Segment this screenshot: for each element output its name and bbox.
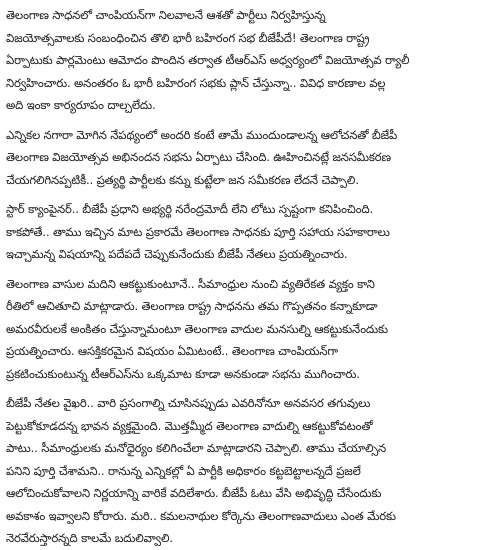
text-line: తెలంగాణ విజయోత్సవ అభినందన సభను ఏర్పాటు చేసింది. ఊహించినట్లే జనసమీకరణ <box>6 150 391 164</box>
text-line: రీతిలో ఆచితూచి మాట్లాడారు. తెలంగాణ రాష్ట్ర సాధనను తమ గొప్పతనం కన్నాకూడా <box>6 299 378 313</box>
text-line: ప్రయత్నించారు. ఆసక్తికరమైన విషయం ఏమిటంటే.. తెలంగాణ చాంపియన్‌గా <box>6 344 338 358</box>
text-line: ఇచ్చామన్న విషయాన్ని పదేపదే చెప్పుకునేందుకు బీజేపీ నేతలు ప్రయత్నించారు. <box>6 247 348 261</box>
text-line: ఆలోచించుకోవాలని నిర్ణయాన్ని వారికే వదిలేశారు. బీజేపీ ఓటు వేసి అభివృద్ధి చేసేందుకు <box>6 486 382 500</box>
text-line: నిర్వహించారు. అనంతరం ఓ భారీ బహిరంగ సభకు ప్లాన్ చేస్తున్నా.. వివిధ కారణాల వల్ల <box>6 75 386 90</box>
paragraph-5 <box>6 392 475 550</box>
paragraph-4 <box>6 273 475 386</box>
text-line: తెలంగాణ సాధనలో చాంపియన్‌గా నిలవాలనే ఆశతో పార్టీలు నిర్వహిస్తున్న <box>6 8 326 22</box>
paragraph-1 <box>6 4 475 117</box>
text-line: స్టార్ క్యాంపైనర్.. బీజేపీ ప్రధాని అభ్యర్థి నరేంద్రమోదీ లేని లోటు స్పష్టంగా కనిపించింది. <box>6 202 374 216</box>
text-line: ఏర్పాటుకు పార్లమెంటు ఆమోదం పొందిన తర్వాత టీఆర్ఎస్ అధ్వర్యంలో విజయోత్సవ ర్యాలీ <box>6 53 410 67</box>
text-line: అమరవీరులకే అంకితం చేస్తున్నామంటూ తెలంగాణ వాదుల మనసుల్ని ఆకట్టుకునేందుకు <box>6 321 388 336</box>
text-line: పనిని పూర్తి చేశామని.. రానున్న ఎన్నికల్లో ఏ పార్టీకి అధికారం కట్టబెట్టాలన్నదే ప్రజలే <box>6 463 361 478</box>
text-line: కాకపోతే.. తాము ఇచ్చిన మాట ప్రకారమే తెలంగాణ సాధనకు పూర్తి సహాయ సహకారాలు <box>6 224 390 239</box>
text-line: పెట్టుకోకూడదన్న భావన వ్యక్తమైంది. మొత్తమ్మీద తెలంగాణ వాదుల్ని ఆకట్టుకోవటంతో <box>6 418 373 433</box>
paragraph-3 <box>6 198 475 266</box>
text-line: ఎన్నికల నగారా మోగిన నేపథ్యంలో అందరి కంటే తామే ముందుండాలన్న ఆలోచనతో బీజేపీ <box>6 127 398 142</box>
text-line: ప్రకటించుకుంటున్న టీఆర్ఎస్‌ను ఒక్కమాట కూడా అనకుండా సభను ముగించారు. <box>6 366 360 381</box>
text-line: తెలంగాణ వాసుల మదిని ఆకట్టుకుంటూనే.. సీమాంధ్రుల నుంచి వ్యతిరేకత వ్యక్తం కాని <box>6 276 375 291</box>
paragraph-2 <box>6 124 475 192</box>
text-line: నెరవేరుస్తారన్నది కాలమే బదులివ్వాలి. <box>6 531 173 545</box>
text-line: అవకాశం ఇవ్వాలని కోరారు. మరి.. కమలనాథుల కోర్కెను తెలంగాణవాదులు ఎంత మేరకు <box>6 508 396 523</box>
text-line: విజయోత్సవాలకు సంబంధించిన తొలి భారీ బహిరంగ సభ బీజేపీదే! తెలంగాణ రాష్ట్ర <box>6 30 370 45</box>
text-line: బీజేపీ నేతల వైఖరి.. వారి ప్రసంగాల్ని చూసినప్పుడు ఎవరినోనూ అనవసర తగువులు <box>6 396 371 410</box>
text-line: అది ఇంకా కార్యరూపం దాల్చలేదు. <box>6 98 156 112</box>
text-line: చేయగలిగినప్పటికీ.. ప్రత్యర్థి పార్టీలకు కన్ను కుట్టేలా జన సమీకరణ లేదనే చెప్పాలి. <box>6 172 359 187</box>
text-line: పాటు.. సీమాంధ్రులకు మనోధైర్యం కలిగించేలా మాట్లాడారని చెప్పాలి. తాము చేయాల్సిన <box>6 441 387 455</box>
